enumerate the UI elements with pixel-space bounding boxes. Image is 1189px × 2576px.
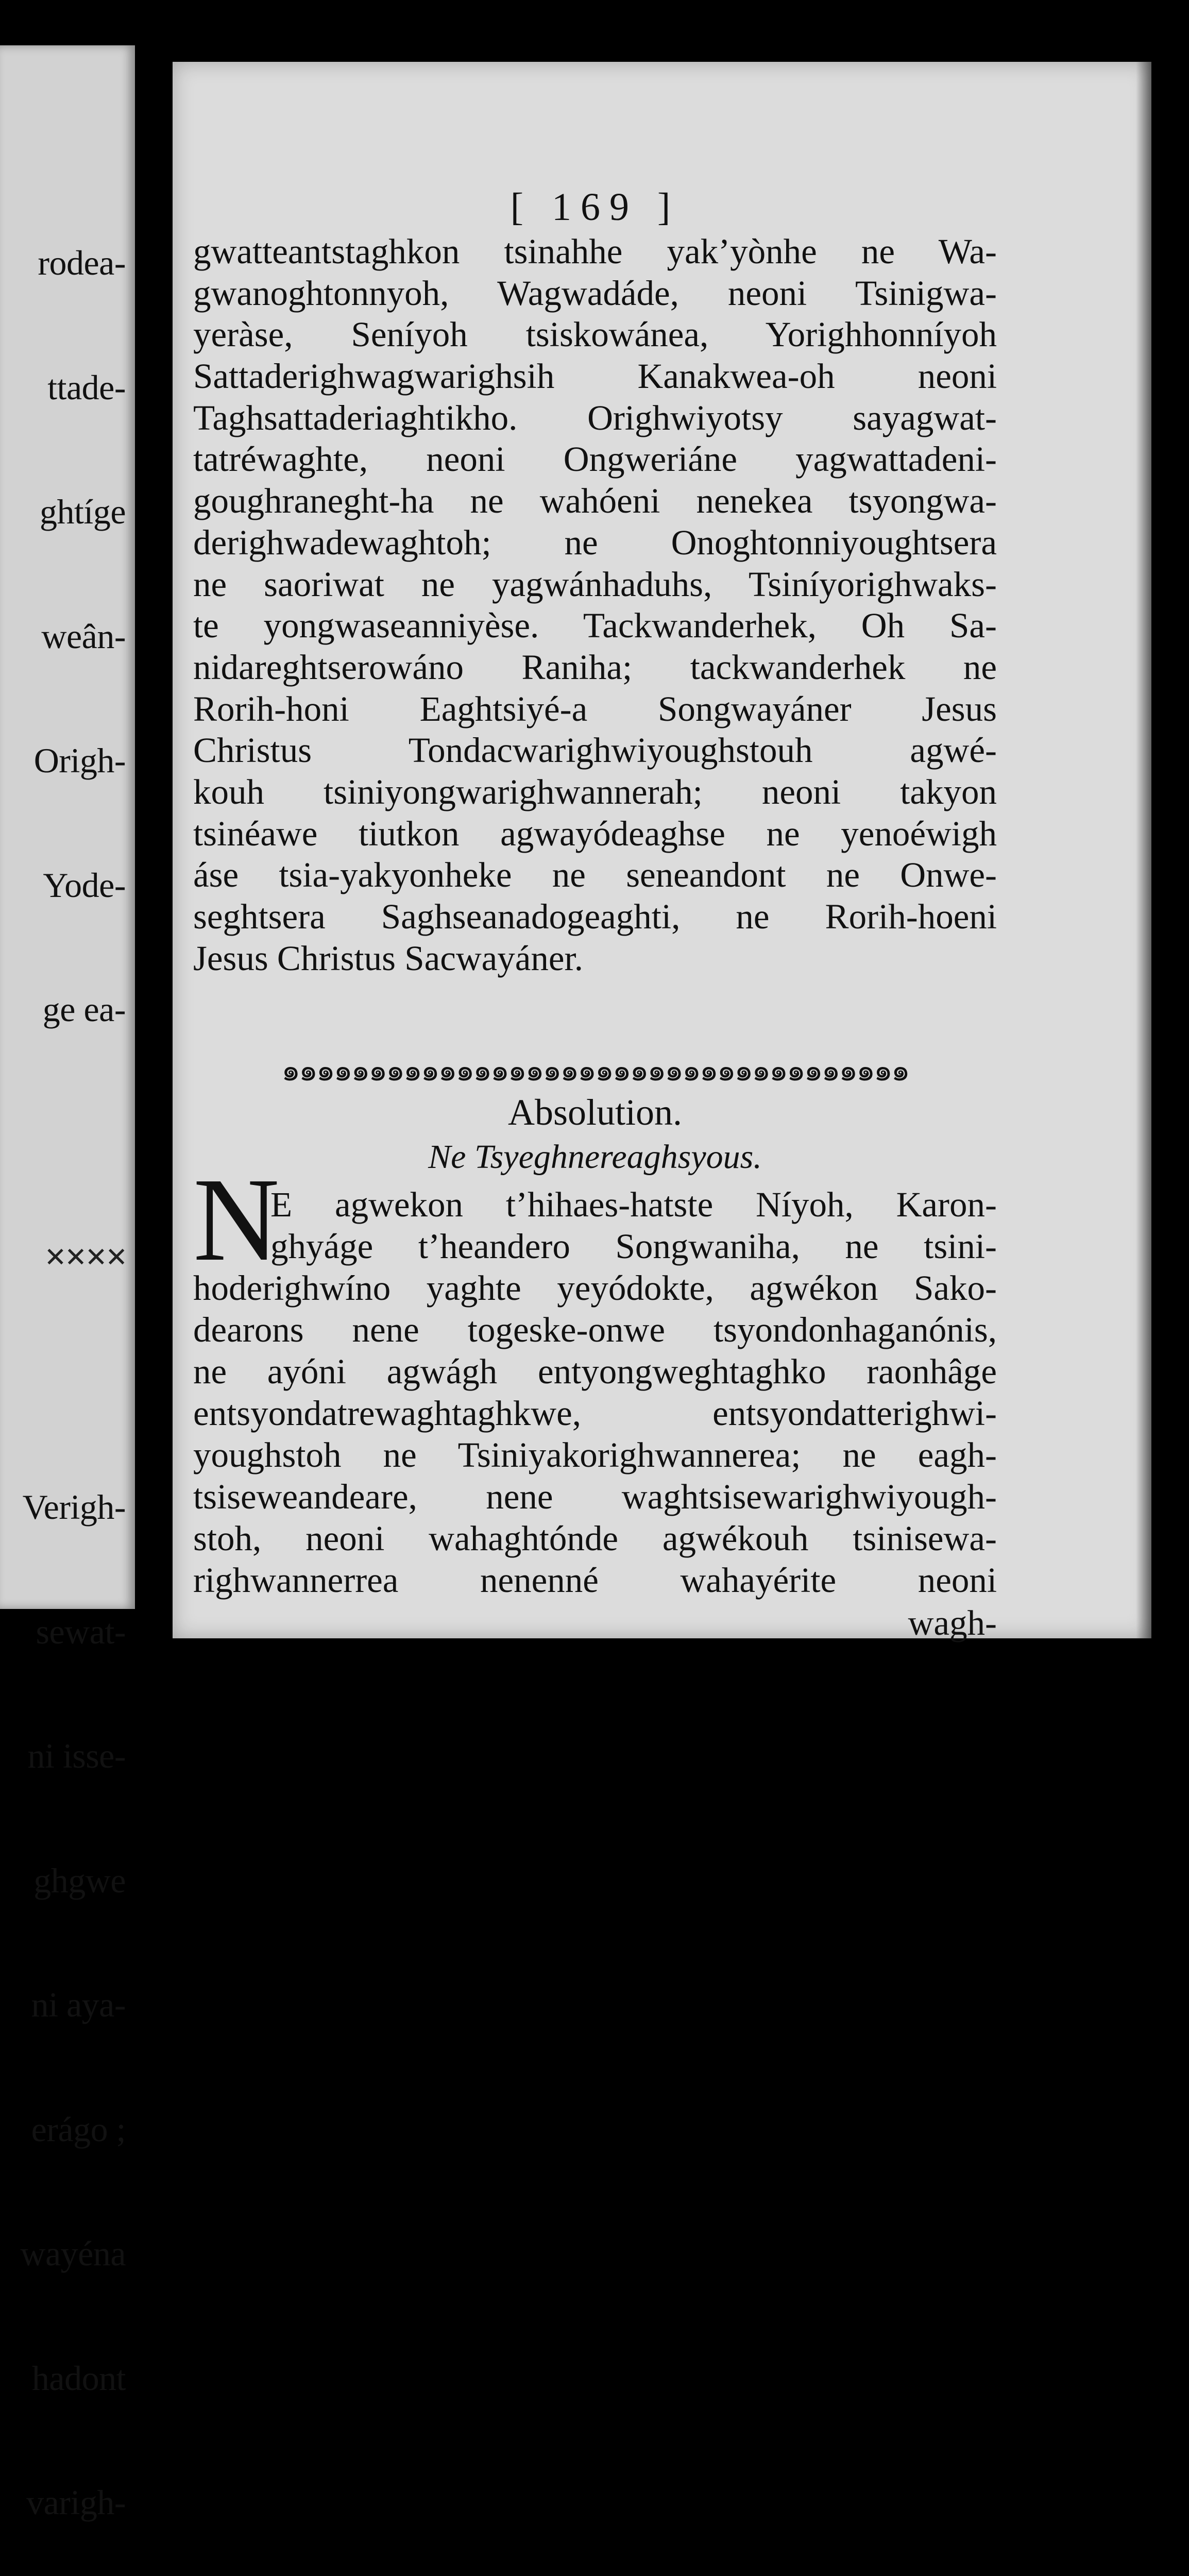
left-line: sewat- [36, 1612, 126, 1651]
left-line: Origh- [33, 741, 126, 780]
section-subtitle: Ne Tsyeghnereaghsyous. [428, 1138, 762, 1176]
text-line: seghtsera Saghseanadogeaghti, ne Rorih-hoeni [193, 897, 997, 936]
left-ornament-icon: ✕✕✕✕ [44, 1243, 126, 1273]
text-line: hoderighwíno yaghte yeyódokte, agwékon Sako- [193, 1268, 997, 1308]
ornamental-rule-icon: ๑๑๑๑๑๑๑๑๑๑๑๑๑๑๑๑๑๑๑๑๑๑๑๑๑๑๑๑๑๑๑๑๑๑๑๑ [281, 1054, 909, 1087]
text-line: Sattaderighwagwarighsih Kanakwea-oh neoni [193, 357, 997, 396]
text-line: Jesus Christus Sacwayáner. [193, 938, 583, 978]
text-line: tsinéawe tiutkon agwayódeaghse ne yenoéwigh [193, 814, 997, 853]
text-line: te yongwaseanniyèse. Tackwanderhek, Oh Sa- [193, 606, 997, 646]
left-line: ge ea- [42, 990, 126, 1029]
text-line: goughraneght-ha ne wahóeni nenekea tsyongwa- [193, 481, 997, 521]
catchword: wagh- [908, 1603, 997, 1642]
drop-cap: N [193, 1154, 280, 1286]
left-line: ghtíge [40, 492, 126, 531]
text-line: kouh tsiniyongwarighwannerah; neoni takyon [193, 772, 997, 811]
text-line: Rorih-honi Eaghtsiyé-a Songwayáner Jesus [193, 689, 997, 728]
text-line: dearons nene togeske-onwe tsyondonhaganónis, [193, 1310, 997, 1349]
text-line: tatréwaghte, neoni Ongweriáne yagwattadeni- [193, 439, 997, 479]
left-line: varigh- [26, 2483, 126, 2522]
text-line: entsyondatrewaghtaghkwe, entsyondatterighwi- [193, 1394, 997, 1433]
prayer-text [193, 231, 997, 979]
text-line: tsiseweandeare, nene waghtsisewarighwiyough- [193, 1477, 997, 1516]
left-line: ni aya- [31, 1985, 126, 2024]
previous-page-fragment [0, 45, 135, 2522]
absolution-text [193, 1184, 997, 1601]
text-line: Taghsattaderiaghtikho. Orighwiyotsy sayagwat- [193, 398, 997, 437]
left-line: hadont [31, 2358, 126, 2398]
left-line: Yode- [43, 865, 126, 905]
section-title: Absolution. [507, 1092, 683, 1133]
text-line: yeràse, Seníyoh tsiskowánea, Yorighhonníyoh [193, 315, 997, 354]
book-page [173, 62, 1151, 1642]
text-line: stoh, neoni wahaghtónde agwékouh tsinisewa- [193, 1519, 997, 1558]
left-line: ghgwe [33, 1860, 126, 1900]
text-line: derighwadewaghtoh; ne Onoghtonniyoughtsera [193, 522, 997, 562]
text-line: Christus Tondacwarighwiyoughstouh agwé- [193, 731, 997, 770]
text-line: gwatteantstaghkon tsinahhe yak’yònhe ne Wa- [193, 232, 997, 271]
left-line: erágo ; [31, 2109, 126, 2149]
text-line: áse tsia-yakyonheke ne seneandont ne Onwe- [193, 855, 997, 895]
text-line: righwannerrea nenenné wahayérite neoni [193, 1561, 997, 1600]
text-line: ghyáge t’heandero Songwaniha, ne tsini- [270, 1227, 997, 1266]
left-line: weân- [41, 616, 126, 656]
left-line: ttade- [47, 367, 126, 407]
left-line: Verigh- [22, 1487, 126, 1527]
text-line: E agwekon t’hihaes-hatste Níyoh, Karon- [270, 1185, 997, 1224]
left-line: wayéna [20, 2234, 126, 2273]
text-line: nidareghtserowáno Raniha; tackwanderhek ne [193, 647, 997, 687]
text-line: gwanoghtonnyoh, Wagwadáde, neoni Tsinigwa- [193, 273, 997, 313]
page-number: [ 169 ] [510, 185, 680, 229]
previous-page-text [7, 45, 126, 2576]
left-line: rodea- [38, 243, 126, 282]
text-line: ne ayóni agwágh entyongweghtaghko raonhâge [193, 1352, 997, 1391]
left-line: ni isse- [27, 1736, 126, 1775]
text-line: youghstoh ne Tsiniyakorighwannerea; ne eagh- [193, 1435, 997, 1475]
text-line: ne saoriwat ne yagwánhaduhs, Tsiníyorighwaks- [193, 564, 997, 604]
